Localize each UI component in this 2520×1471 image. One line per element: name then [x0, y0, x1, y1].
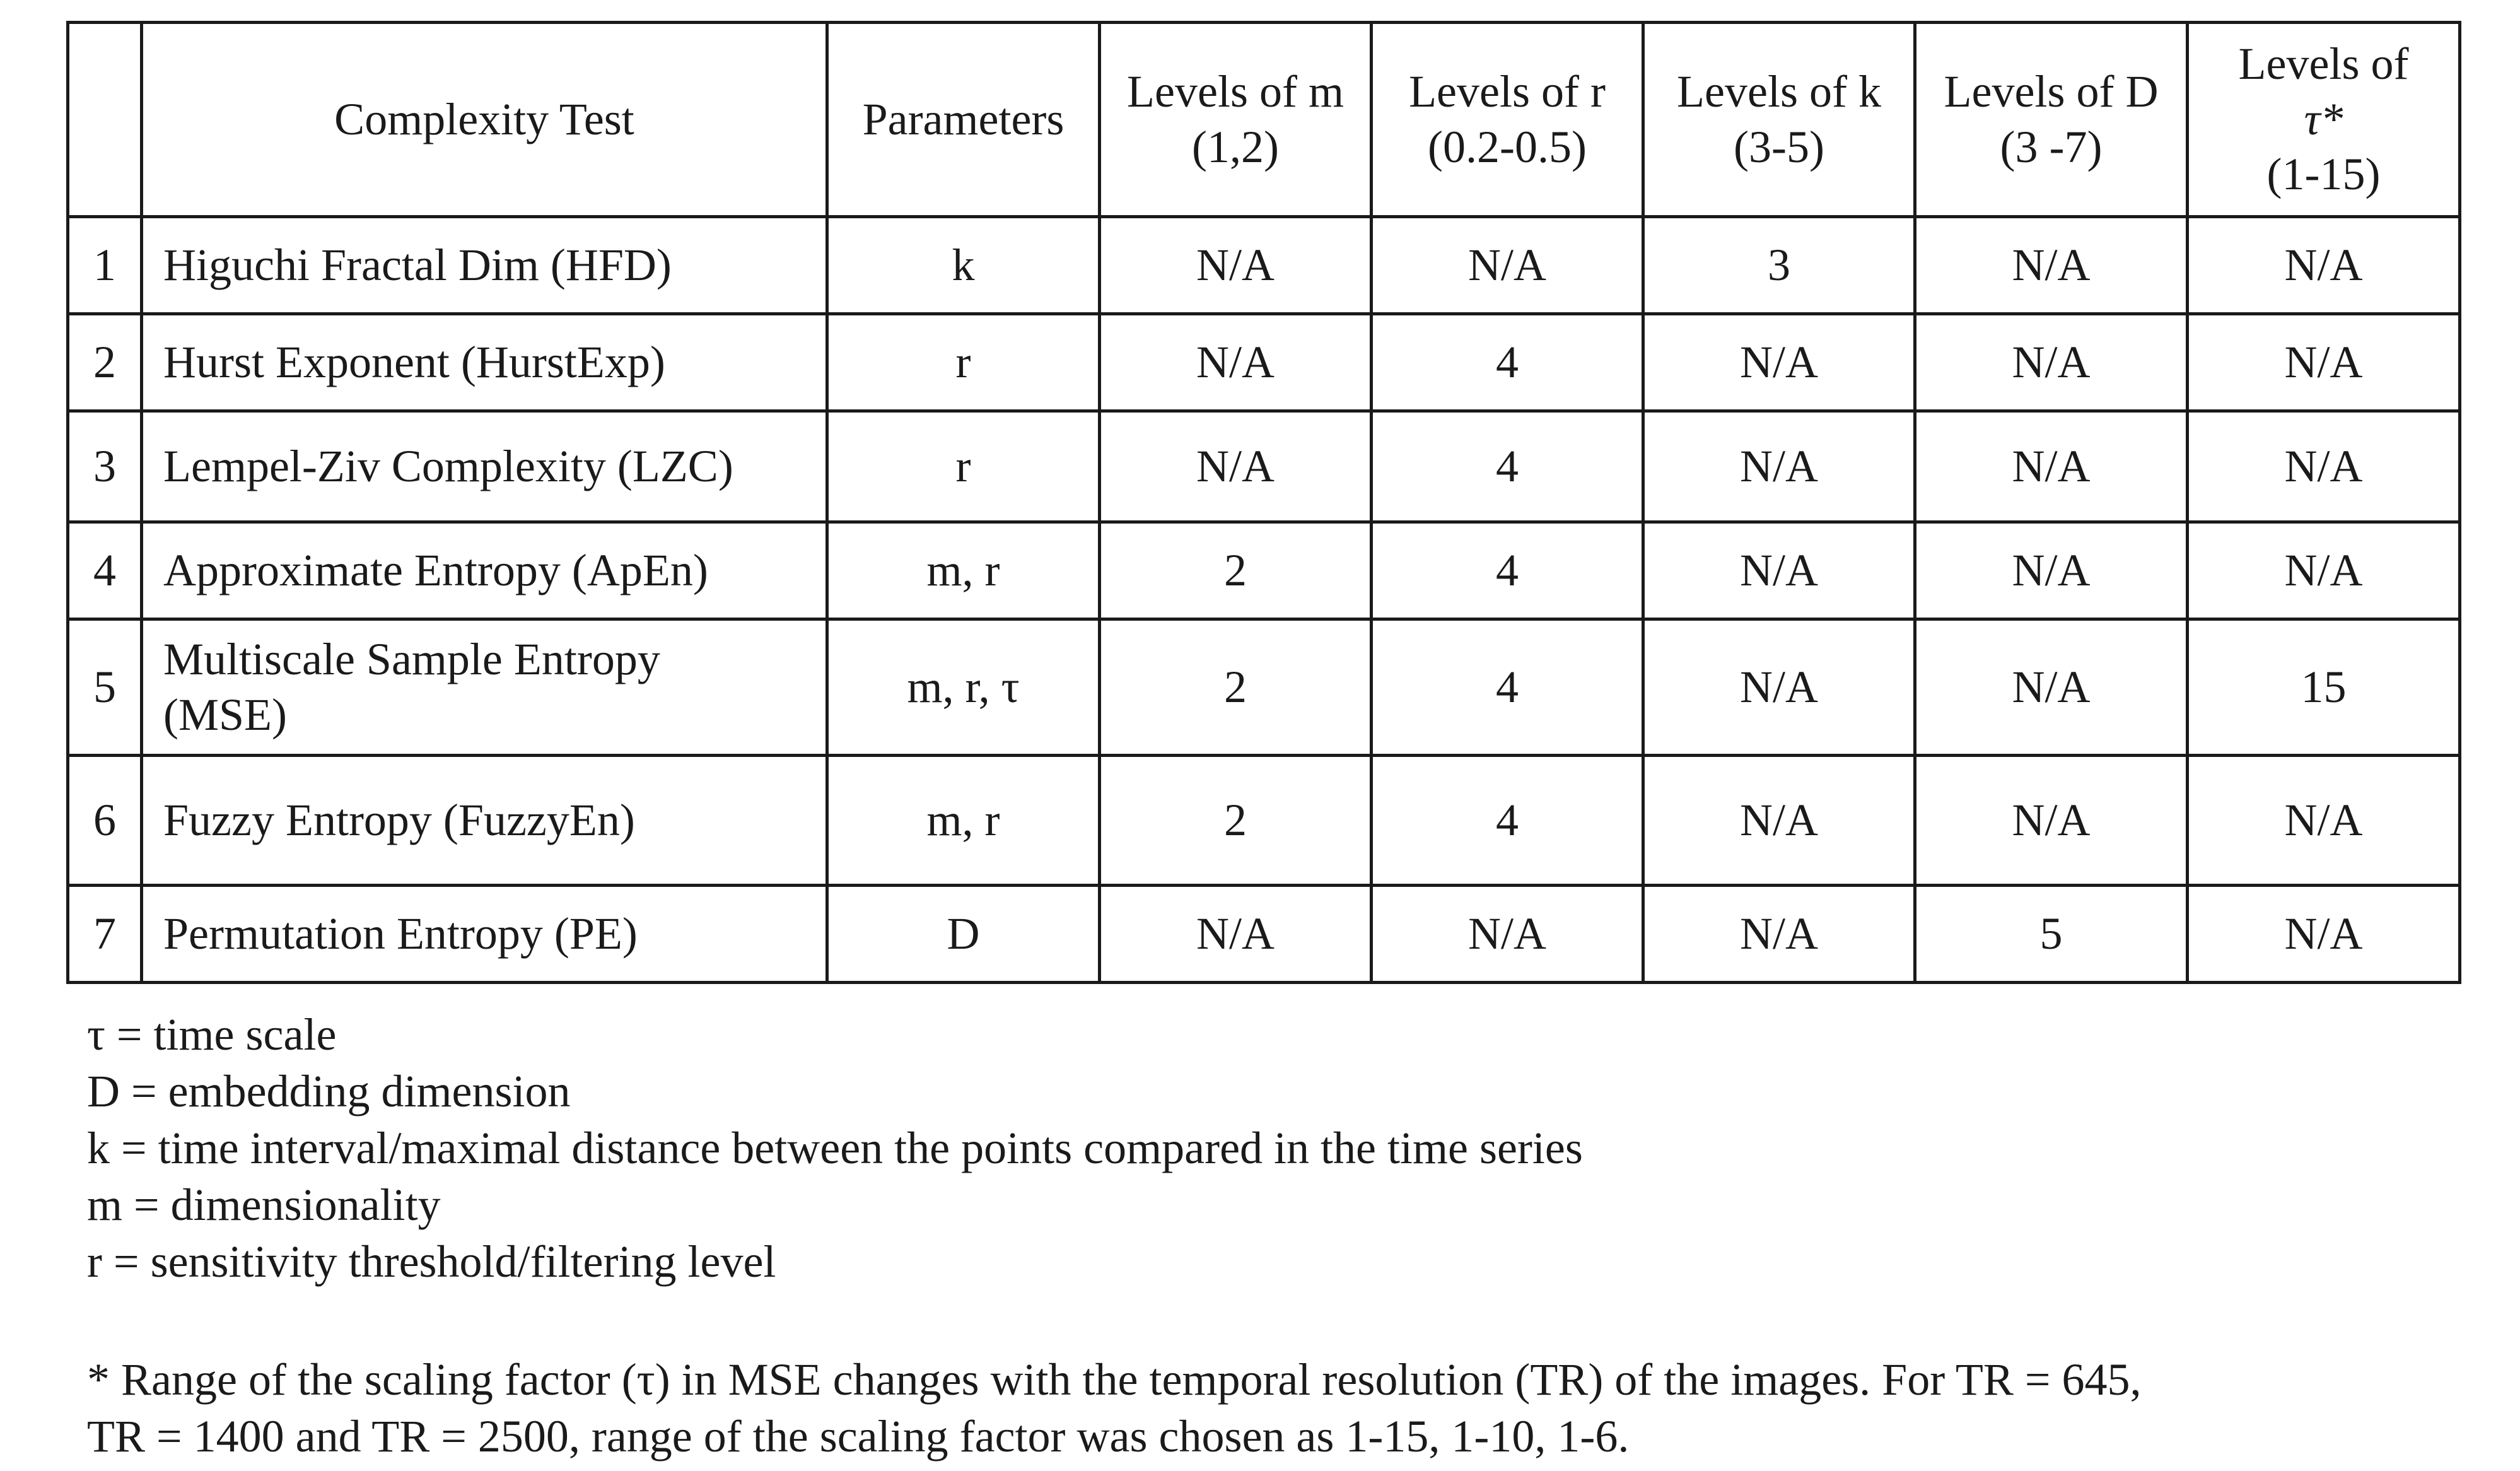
row-levels-m: 2 — [1100, 619, 1372, 756]
row-levels-m: N/A — [1100, 411, 1372, 522]
table-row — [68, 522, 2460, 619]
row-levels-tau: N/A — [2188, 217, 2460, 314]
row-complexity-test-line-2: (MSE) — [163, 689, 287, 740]
row-levels-k: N/A — [1643, 522, 1915, 619]
row-complexity-test: Lempel-Ziv Complexity (LZC) — [142, 411, 827, 522]
row-index: 2 — [68, 314, 142, 411]
header-levels-r — [1372, 23, 1643, 217]
row-levels-tau: 15 — [2188, 619, 2460, 756]
row-levels-d: N/A — [1915, 314, 2188, 411]
row-index: 4 — [68, 522, 142, 619]
header-levels-k — [1643, 23, 1915, 217]
row-levels-d: N/A — [1915, 217, 2188, 314]
header-levels-m — [1100, 23, 1372, 217]
row-levels-r: 4 — [1372, 411, 1643, 522]
definition-r: r = sensitivity threshold/filtering level — [87, 1236, 776, 1287]
header-parameters: Parameters — [827, 23, 1100, 217]
header-levels-tau-line-3: (1-15) — [2266, 149, 2381, 200]
footnote-line-1: * Range of the scaling factor (τ) in MSE changes with the temporal resolution (TR) of the images. For TR = 645, — [87, 1354, 2142, 1405]
header-levels-d-line-1: Levels of D — [1944, 66, 2159, 117]
row-levels-d: 5 — [1915, 886, 2188, 983]
symbol-definitions — [87, 1006, 1583, 1290]
table-row — [68, 314, 2460, 411]
header-levels-tau-line-1: Levels of — [2238, 38, 2409, 89]
row-levels-r: N/A — [1372, 886, 1643, 983]
row-index: 3 — [68, 411, 142, 522]
header-levels-tau-line-2: τ* — [2304, 93, 2343, 144]
table-row — [68, 411, 2460, 522]
table-row — [68, 756, 2460, 886]
row-parameters: m, r, τ — [827, 619, 1100, 756]
row-levels-m: N/A — [1100, 886, 1372, 983]
row-levels-m: 2 — [1100, 756, 1372, 886]
row-levels-k: N/A — [1643, 619, 1915, 756]
table-row — [68, 217, 2460, 314]
table-footnote — [87, 1351, 2142, 1465]
header-index — [68, 23, 142, 217]
row-parameters: m, r — [827, 522, 1100, 619]
row-complexity-test: Permutation Entropy (PE) — [142, 886, 827, 983]
header-levels-r-line-2: (0.2-0.5) — [1428, 121, 1587, 172]
row-levels-d: N/A — [1915, 411, 2188, 522]
header-levels-r-line-1: Levels of r — [1409, 66, 1606, 117]
header-levels-d — [1915, 23, 2188, 217]
row-levels-tau: N/A — [2188, 886, 2460, 983]
header-levels-m-line-1: Levels of m — [1127, 66, 1344, 117]
row-levels-k: N/A — [1643, 314, 1915, 411]
row-levels-r: 4 — [1372, 522, 1643, 619]
row-levels-tau: N/A — [2188, 411, 2460, 522]
header-levels-k-line-2: (3-5) — [1734, 121, 1824, 172]
definition-d: D = embedding dimension — [87, 1066, 571, 1116]
definition-m: m = dimensionality — [87, 1180, 441, 1230]
row-levels-r: N/A — [1372, 217, 1643, 314]
row-levels-tau: N/A — [2188, 756, 2460, 886]
row-complexity-test: Approximate Entropy (ApEn) — [142, 522, 827, 619]
row-parameters: k — [827, 217, 1100, 314]
row-complexity-test — [142, 619, 827, 756]
row-levels-r: 4 — [1372, 619, 1643, 756]
header-levels-m-line-2: (1,2) — [1192, 121, 1279, 172]
row-complexity-test: Higuchi Fractal Dim (HFD) — [142, 217, 827, 314]
row-parameters: m, r — [827, 756, 1100, 886]
row-levels-m: 2 — [1100, 522, 1372, 619]
row-complexity-test: Fuzzy Entropy (FuzzyEn) — [142, 756, 827, 886]
row-complexity-test-line-1: Multiscale Sample Entropy — [163, 633, 660, 684]
header-levels-d-line-2: (3 -7) — [2000, 121, 2103, 172]
table-header-row — [68, 23, 2460, 217]
complexity-tests-table — [66, 21, 2461, 984]
row-levels-k: N/A — [1643, 886, 1915, 983]
row-levels-tau: N/A — [2188, 314, 2460, 411]
header-levels-tau — [2188, 23, 2460, 217]
row-index: 6 — [68, 756, 142, 886]
row-parameters: D — [827, 886, 1100, 983]
row-index: 7 — [68, 886, 142, 983]
row-parameters: r — [827, 411, 1100, 522]
definition-tau: τ = time scale — [87, 1009, 337, 1060]
row-levels-k: N/A — [1643, 411, 1915, 522]
footnote-line-2: TR = 1400 and TR = 2500, range of the scaling factor was chosen as 1-15, 1-10, 1-6. — [87, 1411, 1630, 1462]
row-levels-r: 4 — [1372, 756, 1643, 886]
row-levels-k: N/A — [1643, 756, 1915, 886]
row-parameters: r — [827, 314, 1100, 411]
row-levels-d: N/A — [1915, 619, 2188, 756]
row-index: 1 — [68, 217, 142, 314]
definition-k: k = time interval/maximal distance between the points compared in the time series — [87, 1123, 1583, 1173]
row-levels-d: N/A — [1915, 756, 2188, 886]
row-levels-m: N/A — [1100, 217, 1372, 314]
row-levels-m: N/A — [1100, 314, 1372, 411]
header-complexity-test: Complexity Test — [142, 23, 827, 217]
row-levels-tau: N/A — [2188, 522, 2460, 619]
header-levels-k-line-1: Levels of k — [1677, 66, 1881, 117]
row-levels-d: N/A — [1915, 522, 2188, 619]
row-index: 5 — [68, 619, 142, 756]
table-row — [68, 619, 2460, 756]
row-levels-r: 4 — [1372, 314, 1643, 411]
row-complexity-test: Hurst Exponent (HurstExp) — [142, 314, 827, 411]
table-row — [68, 886, 2460, 983]
row-levels-k: 3 — [1643, 217, 1915, 314]
